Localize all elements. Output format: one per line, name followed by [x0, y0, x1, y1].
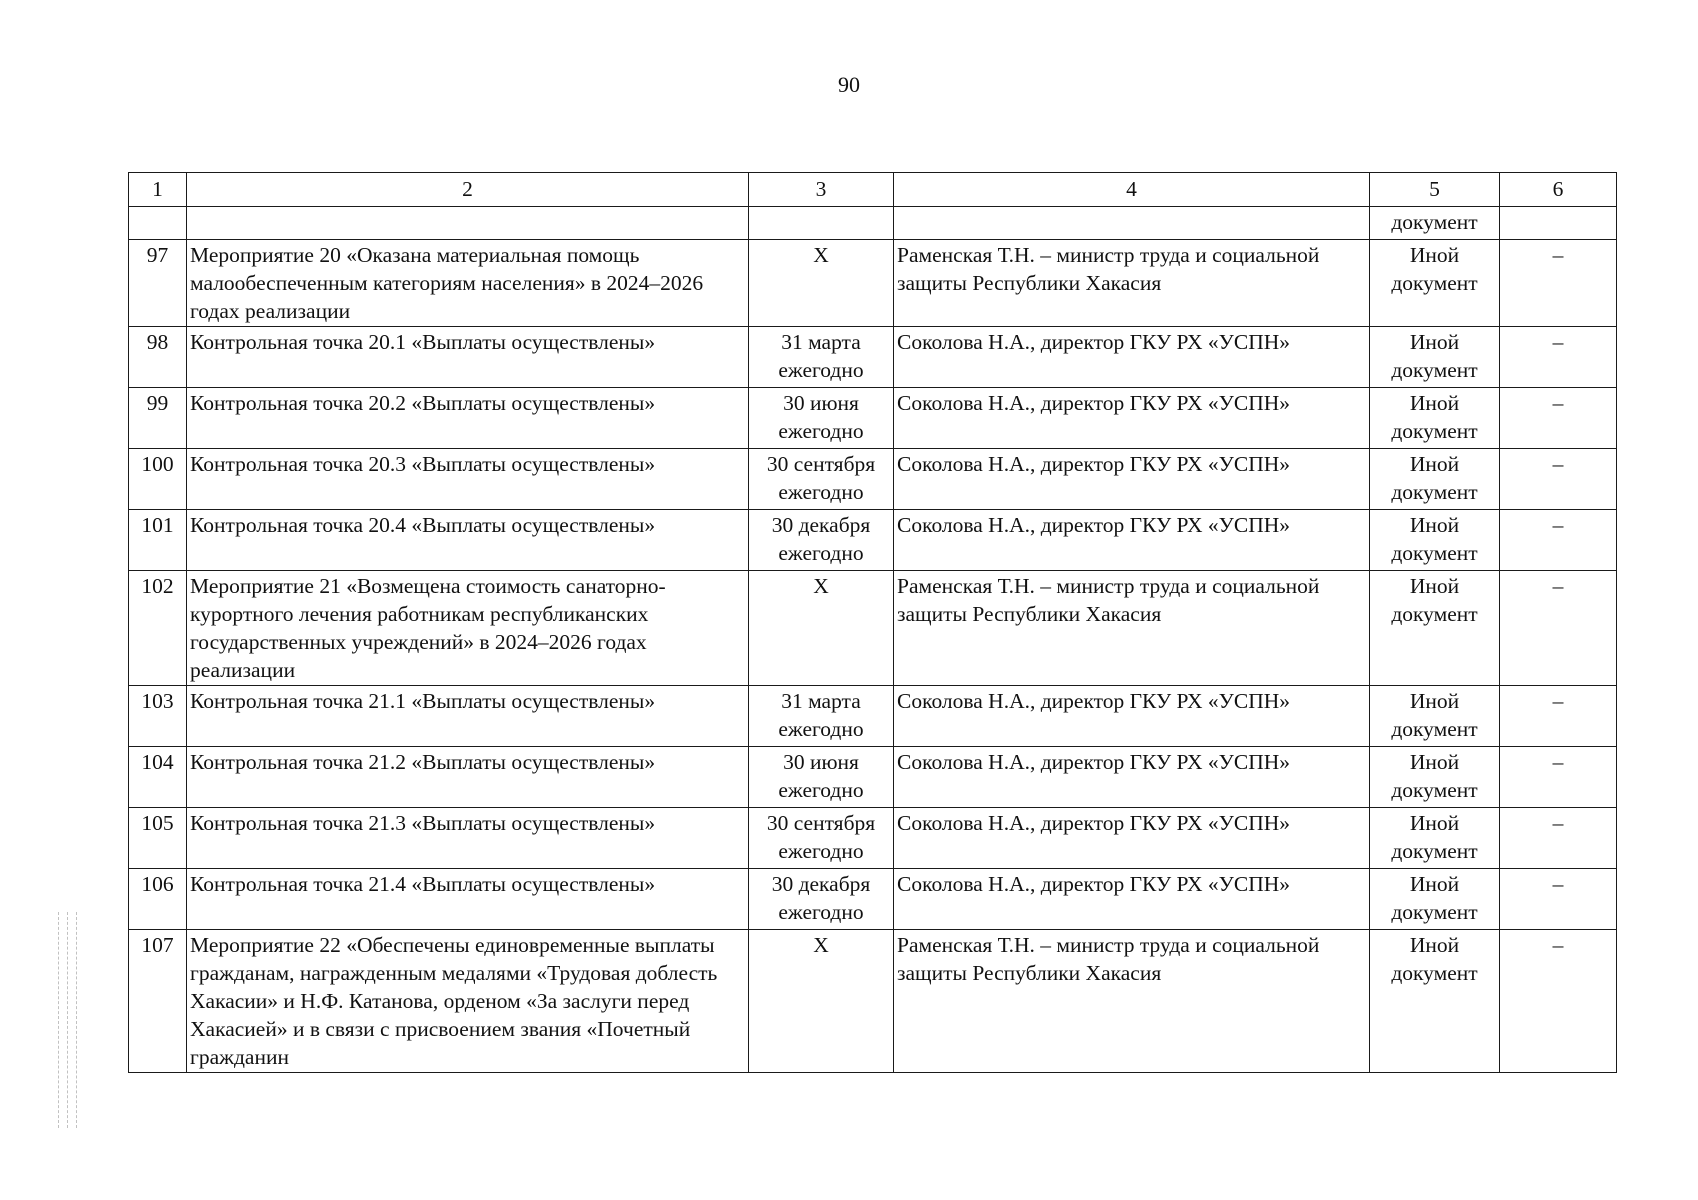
deadline-cell: 30 июня ежегодно [749, 747, 894, 808]
responsible-cell: Раменская Т.Н. – министр труда и социальной защиты Республики Хакасия [894, 571, 1370, 686]
continuation-cell [749, 207, 894, 240]
responsible-cell: Соколова Н.А., директор ГКУ РХ «УСПН» [894, 388, 1370, 449]
deadline-cell: Х [749, 930, 894, 1073]
deadline-cell: 30 сентября ежегодно [749, 808, 894, 869]
deadline-cell: 30 июня ежегодно [749, 388, 894, 449]
event-name-cell: Мероприятие 22 «Обеспечены единовременные выплаты гражданам, награжденным медалями «Трудовая доблесть Хакасии» и Н.Ф. Катанова, орденом «За заслуги перед Хакасией» и в связи с присвоением звания «Почетный гражданин [187, 930, 749, 1073]
stamp-line [67, 912, 70, 1128]
responsible-cell: Соколова Н.А., директор ГКУ РХ «УСПН» [894, 686, 1370, 747]
table-row [129, 747, 1617, 808]
info-system-cell: – [1500, 930, 1617, 1073]
info-system-cell: – [1500, 240, 1617, 327]
plan-table [128, 172, 1617, 1073]
table-row [129, 388, 1617, 449]
continuation-cell: документ [1370, 207, 1500, 240]
table-row [129, 808, 1617, 869]
table-row [129, 686, 1617, 747]
row-number-cell: 106 [129, 869, 187, 930]
event-name-cell: Контрольная точка 21.3 «Выплаты осуществлены» [187, 808, 749, 869]
header-row [129, 173, 1617, 207]
document-type-cell: Иной документ [1370, 388, 1500, 449]
info-system-cell: – [1500, 686, 1617, 747]
event-name-cell: Контрольная точка 20.1 «Выплаты осуществлены» [187, 327, 749, 388]
document-type-cell: Иной документ [1370, 510, 1500, 571]
event-name-cell: Контрольная точка 21.1 «Выплаты осуществлены» [187, 686, 749, 747]
row-number-cell: 97 [129, 240, 187, 327]
responsible-cell: Соколова Н.А., директор ГКУ РХ «УСПН» [894, 327, 1370, 388]
row-number-cell: 104 [129, 747, 187, 808]
table-row [129, 449, 1617, 510]
continuation-row [129, 207, 1617, 240]
document-type-cell: Иной документ [1370, 808, 1500, 869]
event-name-cell: Мероприятие 21 «Возмещена стоимость санаторно-курортного лечения работникам республиканских государственных учреждений» в 2024–2026 годах реализации [187, 571, 749, 686]
info-system-cell: – [1500, 571, 1617, 686]
registration-stamp [30, 912, 106, 1128]
deadline-cell: 31 марта ежегодно [749, 327, 894, 388]
deadline-cell: Х [749, 240, 894, 327]
table-row [129, 869, 1617, 930]
event-name-cell: Контрольная точка 21.2 «Выплаты осуществлены» [187, 747, 749, 808]
row-number-cell: 102 [129, 571, 187, 686]
column-header: 1 [129, 173, 187, 207]
deadline-cell: 30 декабря ежегодно [749, 510, 894, 571]
stamp-line [76, 912, 79, 1128]
document-type-cell: Иной документ [1370, 747, 1500, 808]
event-name-cell: Контрольная точка 20.3 «Выплаты осуществлены» [187, 449, 749, 510]
info-system-cell: – [1500, 808, 1617, 869]
info-system-cell: – [1500, 510, 1617, 571]
document-type-cell: Иной документ [1370, 686, 1500, 747]
row-number-cell: 99 [129, 388, 187, 449]
document-type-cell: Иной документ [1370, 869, 1500, 930]
document-type-cell: Иной документ [1370, 930, 1500, 1073]
responsible-cell: Соколова Н.А., директор ГКУ РХ «УСПН» [894, 808, 1370, 869]
row-number-cell: 103 [129, 686, 187, 747]
info-system-cell: – [1500, 869, 1617, 930]
stamp-line [58, 912, 61, 1128]
table-row [129, 930, 1617, 1073]
info-system-cell: – [1500, 449, 1617, 510]
event-name-cell: Контрольная точка 20.2 «Выплаты осуществлены» [187, 388, 749, 449]
responsible-cell: Соколова Н.А., директор ГКУ РХ «УСПН» [894, 869, 1370, 930]
continuation-cell [894, 207, 1370, 240]
document-type-cell: Иной документ [1370, 571, 1500, 686]
event-name-cell: Мероприятие 20 «Оказана материальная помощь малообеспеченным категориям населения» в 2024–2026 годах реализации [187, 240, 749, 327]
deadline-cell: Х [749, 571, 894, 686]
info-system-cell: – [1500, 327, 1617, 388]
row-number-cell: 101 [129, 510, 187, 571]
column-header: 6 [1500, 173, 1617, 207]
event-name-cell: Контрольная точка 20.4 «Выплаты осуществлены» [187, 510, 749, 571]
table-row [129, 571, 1617, 686]
page-number: 90 [838, 72, 860, 97]
responsible-cell: Раменская Т.Н. – министр труда и социальной защиты Республики Хакасия [894, 930, 1370, 1073]
document-type-cell: Иной документ [1370, 327, 1500, 388]
info-system-cell: – [1500, 747, 1617, 808]
document-type-cell: Иной документ [1370, 449, 1500, 510]
table-row [129, 327, 1617, 388]
deadline-cell: 30 сентября ежегодно [749, 449, 894, 510]
table-row [129, 240, 1617, 327]
column-header: 4 [894, 173, 1370, 207]
deadline-cell: 31 марта ежегодно [749, 686, 894, 747]
deadline-cell: 30 декабря ежегодно [749, 869, 894, 930]
row-number-cell: 100 [129, 449, 187, 510]
column-header: 3 [749, 173, 894, 207]
table-row [129, 510, 1617, 571]
info-system-cell: – [1500, 388, 1617, 449]
responsible-cell: Раменская Т.Н. – министр труда и социальной защиты Республики Хакасия [894, 240, 1370, 327]
responsible-cell: Соколова Н.А., директор ГКУ РХ «УСПН» [894, 449, 1370, 510]
row-number-cell: 107 [129, 930, 187, 1073]
row-number-cell: 98 [129, 327, 187, 388]
row-number-cell: 105 [129, 808, 187, 869]
continuation-cell [129, 207, 187, 240]
responsible-cell: Соколова Н.А., директор ГКУ РХ «УСПН» [894, 747, 1370, 808]
continuation-cell [187, 207, 749, 240]
event-name-cell: Контрольная точка 21.4 «Выплаты осуществлены» [187, 869, 749, 930]
document-type-cell: Иной документ [1370, 240, 1500, 327]
responsible-cell: Соколова Н.А., директор ГКУ РХ «УСПН» [894, 510, 1370, 571]
column-header: 2 [187, 173, 749, 207]
continuation-cell [1500, 207, 1617, 240]
column-header: 5 [1370, 173, 1500, 207]
